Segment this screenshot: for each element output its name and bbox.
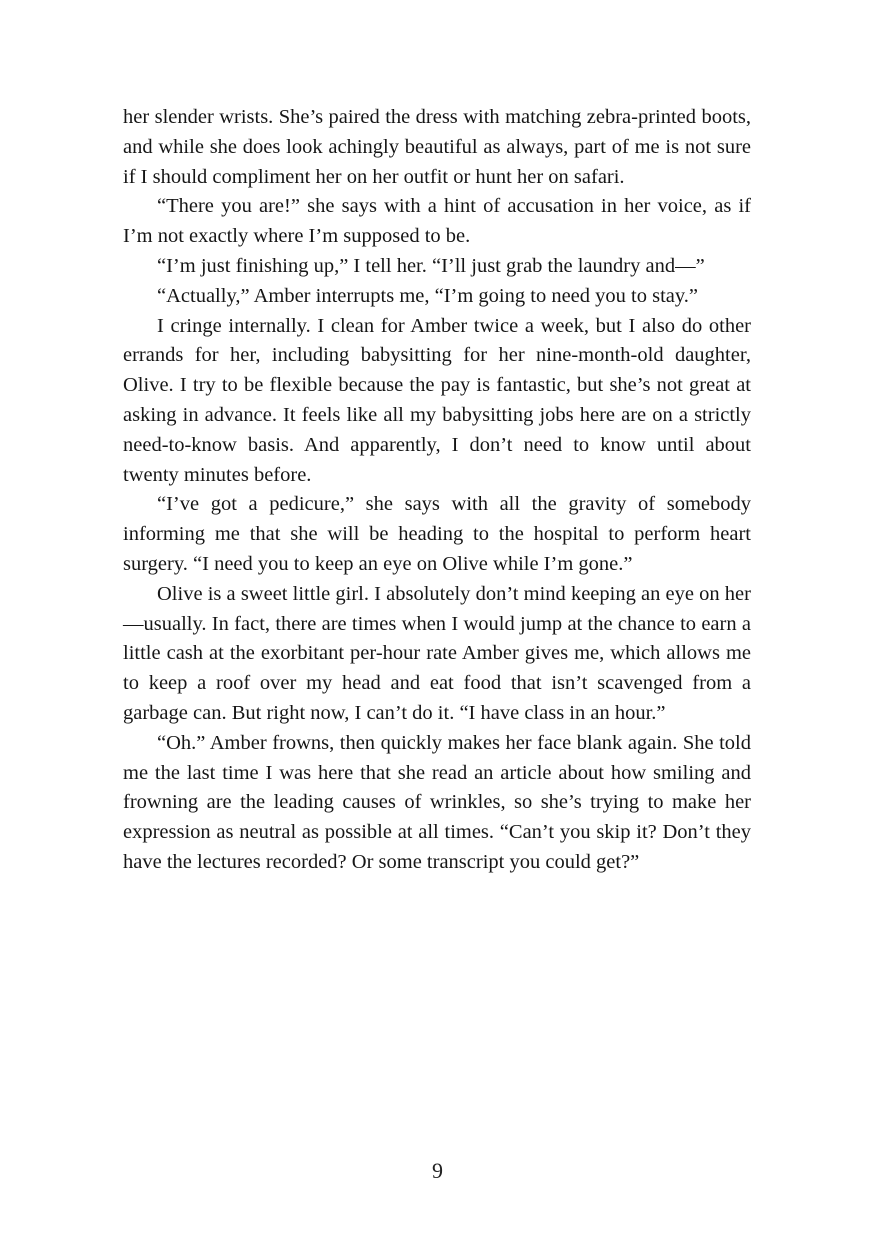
paragraph: Olive is a sweet little girl. I absolutely don’t mind keeping an eye on her—usually. In fact, there are times when I would jump at the chance to earn a little cash at the exorbitant per-hour rate Amber gives me, which allows me to keep a roof over my head and eat food that isn’t scavenged from a garbage can. But right now, I can’t do it. “I have class in an hour.”: [123, 582, 751, 724]
page-number: 9: [432, 1158, 443, 1183]
paragraph: “Actually,” Amber interrupts me, “I’m going to need you to stay.”: [157, 284, 699, 307]
paragraph: “There you are!” she says with a hint of accusation in her voice, as if I’m not exactly where I’m supposed to be.: [123, 195, 751, 248]
paragraph: her slender wrists. She’s paired the dress with matching zebra-printed boots, and while she does look achingly beautiful as always, part of me is not sure if I should compliment her on her outfit or hunt her on safari.: [123, 106, 751, 188]
paragraph: “Oh.” Amber frowns, then quickly makes her face blank again. She told me the last time I was here that she read an article about how smiling and frowning are the leading causes of wrinkles, so she’s trying to make her expression as neutral as possible at all times. “Can’t you skip it? Don’t they have the lectures recorded? Or some transcript you could get?”: [123, 731, 751, 873]
page-text: [123, 103, 751, 878]
paragraph: “I’m just finishing up,” I tell her. “I’ll just grab the laundry and—”: [157, 254, 705, 277]
paragraph: “I’ve got a pedicure,” she says with all the gravity of somebody informing me that she will be heading to the hospital to perform heart surgery. “I need you to keep an eye on Olive while I’m gone.”: [123, 493, 751, 575]
paragraph: I cringe internally. I clean for Amber twice a week, but I also do other errands for her, including babysitting for her nine-month-old daughter, Olive. I try to be flexible because the pay is fantastic, but she’s not great at asking in advance. It feels like all my babysitting jobs here are on a strictly need-to-know basis. And apparently, I don’t need to know until about twenty minutes before.: [123, 314, 751, 486]
